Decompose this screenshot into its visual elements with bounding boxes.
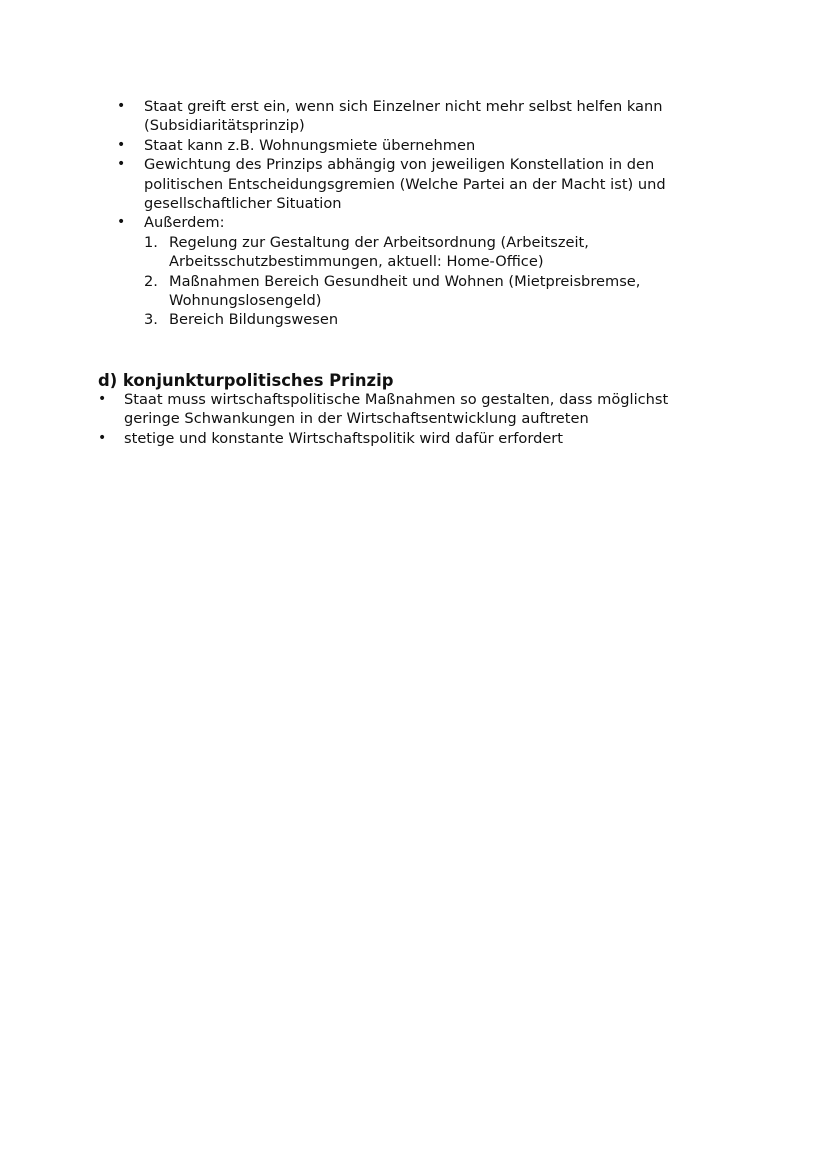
list-item-text: Staat muss wirtschaftspolitische Maßnahmen so gestalten, dass möglichst geringe Schwankungen in der Wirtschaftsentwicklung auftreten — [124, 391, 669, 428]
bullet-icon: • — [117, 156, 126, 173]
numbered-item — [144, 233, 717, 272]
numbered-sublist — [144, 233, 717, 330]
list-item — [117, 155, 717, 213]
list-item — [117, 136, 717, 155]
list-item-text: Staat greift erst ein, wenn sich Einzelner nicht mehr selbst helfen kann (Subsidiaritätsprinzip) — [144, 98, 663, 135]
numbered-item — [144, 310, 717, 329]
list-item-text: Gewichtung des Prinzips abhängig von jeweiligen Konstellation in den politischen Entscheidungsgremien (Welche Partei an der Macht ist) und gesellschaftlicher Situation — [144, 156, 666, 213]
list-item-text: Außerdem: — [144, 214, 225, 232]
item-number: 1. — [144, 233, 158, 251]
list-item-text: stetige und konstante Wirtschaftspolitik wird dafür erfordert — [124, 429, 564, 447]
bullet-icon: • — [98, 391, 107, 407]
bullet-icon: • — [117, 98, 126, 114]
item-number: 3. — [144, 311, 158, 329]
numbered-item-text: Bereich Bildungswesen — [169, 311, 339, 329]
list-item — [98, 429, 718, 448]
numbered-item-text: Regelung zur Gestaltung der Arbeitsordnung (Arbeitszeit, Arbeitsschutzbestimmungen, aktuell: Home-Office) — [169, 233, 589, 271]
section-heading: d) konjunkturpolitisches Prinzip — [98, 371, 394, 390]
bullet-icon: • — [117, 214, 126, 231]
item-number: 2. — [144, 272, 158, 290]
bullet-list-principles — [117, 97, 717, 330]
bullet-icon: • — [98, 429, 107, 446]
list-item — [117, 213, 717, 329]
numbered-item — [144, 272, 717, 311]
numbered-item-text: Maßnahmen Bereich Gesundheit und Wohnen (Mietpreisbremse, Wohnungslosengeld) — [169, 272, 641, 310]
list-item — [98, 390, 718, 429]
bullet-list-konjunktur — [98, 390, 718, 448]
bullet-icon: • — [117, 136, 126, 153]
list-item — [117, 97, 717, 136]
list-item-text: Staat kann z.B. Wohnungsmiete übernehmen — [144, 136, 476, 154]
